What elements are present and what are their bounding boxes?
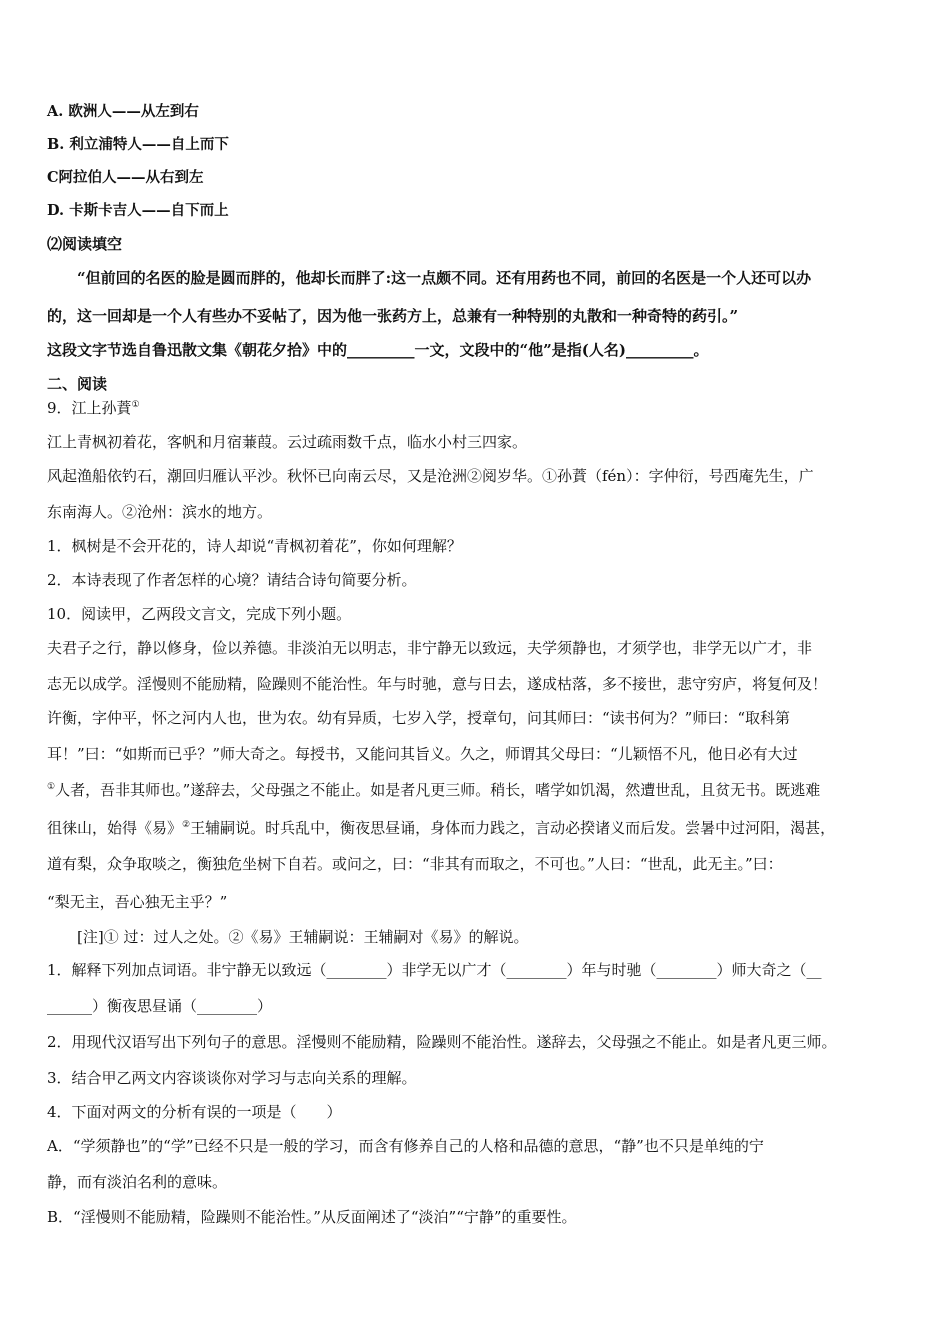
passage-yi-line-4: 徂徕山，始得《易》②王辅嗣说。时兵乱中，衡夜思昼诵，身体而力践之，言动必揆诸义而后发。尝暑中过河阳，渴甚， — [47, 819, 836, 837]
option-c: C阿拉伯人——从右到左 — [47, 169, 204, 186]
section-heading: 二、阅读 — [47, 375, 108, 393]
q10-title: 10．阅读甲，乙两段文言文，完成下列小题。 — [47, 605, 352, 623]
footnote: [注]① 过：过人之处。②《易》王辅嗣说：王辅嗣对《易》的解说。 — [77, 928, 529, 946]
option-a: A. 欧洲人——从左到右 — [47, 103, 199, 120]
option-d: D. 卡斯卡吉人——自下而上 — [47, 202, 229, 219]
passage-yi-line-3: ①人者，吾非其师也。”遂辞去，父母强之不能止。如是者凡更三师。稍长，嗜学如饥渴，然遭世乱，且贫无书。既逃难 — [47, 781, 821, 799]
option-b: B. 利立浦特人——自上而下 — [47, 136, 229, 153]
q10-question-4: 4．下面对两文的分析有误的一项是（ ） — [47, 1103, 342, 1121]
passage-yi-line-2: 耳！”曰：“如斯而已乎？”师大奇之。每授书，又能问其旨义。久之，师谓其父母曰：“儿颖悟不凡，他日必有大过 — [47, 745, 798, 763]
q10-question-1-line-1: 1．解释下列加点词语。非宁静无以致远（________）非学无以广才（________）年与时驰（________）师大奇之（__ — [47, 961, 822, 979]
passage-yi-line-6: “梨无主，吾心独无主乎？” — [47, 893, 228, 911]
q9-question-1: 1．枫树是不会开花的，诗人却说“青枫初着花”，你如何理解？ — [47, 537, 462, 555]
poem-line-2: 风起渔船依钓石，潮回归雁认平沙。秋怀已向南云尽，又是沧洲②阅岁华。①孙蕡（fén）：字仲衍，号西庵先生，广 — [47, 467, 814, 485]
q10-option-a-line-1: A．“学须静也”的“学”已经不只是一般的学习，而含有修养自己的人格和品德的意思，“静”也不只是单纯的宁 — [47, 1137, 764, 1155]
quote-line-2: 的，这一回却是一个人有些办不妥帖了，因为他一张药方上，总兼有一种特别的丸散和一种奇特的药引。” — [47, 307, 739, 325]
passage-jia-line-2: 志无以成学。淫慢则不能励精，险躁则不能治性。年与时驰，意与日去，遂成枯落，多不接世，悲守穷庐，将复何及！ — [47, 675, 828, 693]
q10-question-3: 3．结合甲乙两文内容谈谈你对学习与志向关系的理解。 — [47, 1069, 417, 1087]
passage-yi-line-5: 道有梨，众争取啖之，衡独危坐树下自若。或问之，曰：“非其有而取之，不可也。”人曰：“世乱，此无主。”曰： — [47, 855, 783, 873]
q9-question-2: 2．本诗表现了作者怎样的心境？请结合诗句简要分析。 — [47, 571, 417, 589]
fill-question: 这段文字节选自鲁迅散文集《朝花夕拾》中的_________一文，文段中的“他”是指(人名)_________。 — [47, 341, 709, 359]
q10-option-a-line-2: 静，而有淡泊名利的意味。 — [47, 1173, 228, 1191]
q10-question-2: 2．用现代汉语写出下列句子的意思。淫慢则不能励精，险躁则不能治性。遂辞去，父母强之不能止。如是者凡更三师。 — [47, 1033, 837, 1051]
q9-title: 9．江上孙蕡① — [47, 399, 140, 417]
passage-yi-line-1: 许衡，字仲平，怀之河内人也，世为农。幼有异质，七岁入学，授章句，问其师曰：“读书何为？”师曰：“取科第 — [47, 709, 791, 727]
q10-option-b: B．“淫慢则不能励精，险躁则不能治性。”从反面阐述了“淡泊”“宁静”的重要性。 — [47, 1208, 577, 1226]
passage-jia-line-1: 夫君子之行，静以修身，俭以养德。非淡泊无以明志，非宁静无以致远，夫学须静也，才须学也，非学无以广才，非 — [47, 639, 813, 657]
quote-line-1: “但前回的名医的脸是圆而胖的，他却长而胖了:这一点颇不同。还有用药也不同，前回的名医是一个人还可以办 — [77, 269, 812, 287]
reading-fill-title: ⑵阅读填空 — [47, 235, 123, 253]
poem-line-3: 东南海人。②沧州：滨水的地方。 — [47, 503, 273, 521]
poem-line-1: 江上青枫初着花，客帆和月宿蒹葭。云过疏雨数千点，临水小村三四家。 — [47, 433, 528, 451]
q10-question-1-line-2: ______）衡夜思昼诵（________） — [47, 997, 273, 1015]
